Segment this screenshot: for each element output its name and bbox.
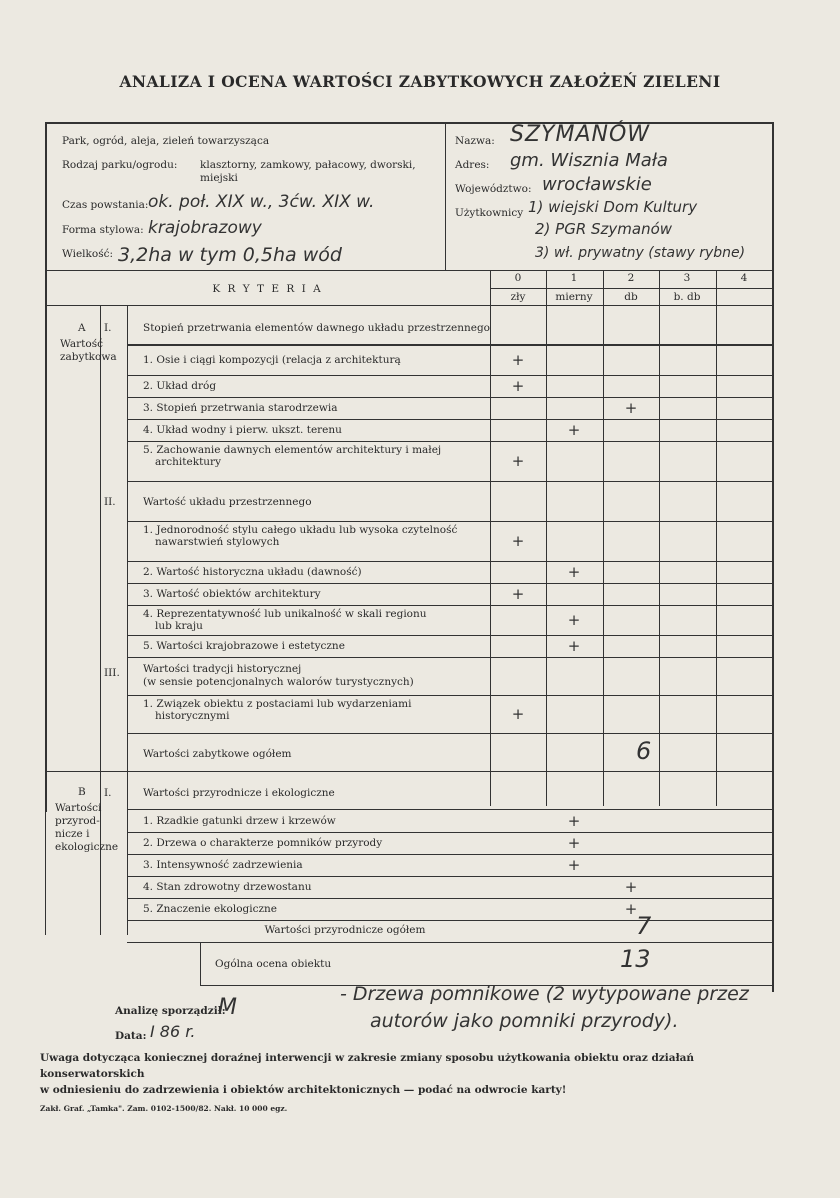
wielkosc-value: 3,2ha w tym 0,5ha wód [118,244,342,266]
rodzaj-options-2: miejski [200,172,238,184]
criterion-row [143,354,483,366]
warning-text [40,1050,800,1098]
uzytkownik-1: 1) wiejski Dom Kultury [528,198,698,216]
header-divider [445,122,446,270]
wielkosc-label: Wielkość: [62,248,114,260]
czas-label: Czas powstania: [62,199,149,211]
criterion-label: 2. Układ dróg [143,380,217,392]
frame-top [45,122,773,124]
rodzaj-label: Rodzaj parku/ogrodu: [62,159,178,171]
criterion-row [143,815,483,827]
rating-mark: + [511,532,525,550]
scale-name-2: db [624,291,638,303]
forma-value: krajobrazowy [148,218,262,238]
group-a2-num: II. [104,496,116,508]
frame-left [45,122,47,812]
section-b-total-label: Wartości przyrodnicze ogółem [264,924,426,936]
section-b-total-value: 7 [636,912,652,940]
section-b-name-4: ekologiczne [55,841,119,853]
criterion-label-cont: architektury [155,456,222,468]
adres-value: gm. Wisznia Mała [510,150,668,171]
section-a-letter: A [78,322,86,334]
scale-num-1: 1 [570,272,578,284]
date-label: Data: [115,1030,147,1042]
criterion-row [143,859,483,871]
criterion-row [143,380,483,392]
prepared-signature: M [218,995,237,1020]
criterion-row [143,640,483,652]
note-line-1: - Drzewa pomnikowe (2 wytypowane przez [340,983,749,1005]
scale-num-3: 3 [683,272,691,284]
criterion-label: 4. Układ wodny i pierw. ukszt. terenu [143,424,342,436]
group-a1-num: I. [104,322,112,334]
rating-mark: + [567,856,581,874]
rating-mark: + [624,878,638,896]
section-b-letter: B [78,786,86,798]
section-a-total-value: 6 [636,737,652,765]
adres-label: Adres: [455,159,490,171]
scale-name-3: b. db [673,291,701,303]
rating-mark: + [567,834,581,852]
form-title: ANALIZA I OCENA WARTOŚCI ZABYTKOWYCH ZAŁOŻEŃ ZIELENI [119,72,721,91]
group-b1-num: I. [104,787,112,799]
group-a1-title: Stopień przetrwania elementów dawnego układu przestrzennego [143,322,490,334]
rating-mark: + [567,637,581,655]
note-line-2: autorów jako pomniki przyrody). [370,1010,679,1032]
section-a-name-2: zabytkowa [60,351,117,363]
rating-mark: + [511,351,525,369]
rating-mark: + [624,900,638,918]
criterion-row [143,444,483,468]
scale-num-4: 4 [740,272,748,284]
criterion-row [143,566,483,578]
criterion-label-cont: lub kraju [155,620,203,632]
czas-value: ok. poł. XIX w., 3ćw. XIX w. [148,192,375,212]
criterion-label: 3. Stopień przetrwania starodrzewia [143,402,338,414]
scale-name-1: mierny [555,291,593,303]
criterion-label: 5. Znaczenie ekologiczne [143,903,278,915]
criterion-label: 1. Jednorodność stylu całego układu lub wysoka czytelność [143,524,458,536]
nazwa-label: Nazwa: [455,135,495,147]
criterion-row [143,903,483,915]
rating-mark: + [511,585,525,603]
criterion-row [143,424,483,436]
section-b-name-2: przyrod- [55,815,100,827]
criterion-row [143,402,483,414]
group-a3-title-2: (w sensie potencjonalnych walorów turystycznych) [143,676,414,688]
section-a-name-1: Wartość [60,338,103,350]
rating-mark: + [511,705,525,723]
rating-mark: + [567,563,581,581]
rating-mark: + [624,399,638,417]
uzytkownicy-label: Użytkownicy [455,207,524,219]
criterion-label-cont: historycznymi [155,710,230,722]
nazwa-value: SZYMANÓW [510,122,651,147]
criterion-label: 1. Osie i ciągi kompozycji (relacja z architekturą [143,354,401,366]
scale-name-0: zły [510,291,526,303]
type-label: Park, ogród, aleja, zieleń towarzysząca [62,135,270,147]
criterion-label-cont: nawarstwień stylowych [155,536,280,548]
criterion-label: 5. Wartości krajobrazowe i estetyczne [143,640,345,652]
rating-mark: + [511,452,525,470]
group-a3-num: III. [104,667,120,679]
section-b-name-1: Wartości [55,802,102,814]
wojewodztwo-label: Województwo: [455,183,532,195]
group-a3-title: Wartości tradycji historycznej [143,663,302,675]
criterion-label: 5. Zachowanie dawnych elementów architektury i małej [143,444,442,456]
printer-info: Zakł. Graf. „Tamka". Zam. 0102-1500/82. Nakł. 10 000 egz. [40,1104,288,1113]
uzytkownik-2: 2) PGR Szymanów [535,220,673,238]
criterion-label: 1. Rzadkie gatunki drzew i krzewów [143,814,336,827]
criterion-row [143,837,483,849]
overall-value: 13 [620,945,651,973]
wojewodztwo-value: wrocławskie [542,174,652,195]
warning-line-2: w odniesieniu do zadrzewienia i obiektów architektonicznych — podać na odwrocie karty! [40,1084,567,1096]
group-b1-title: Wartości przyrodnicze i ekologiczne [143,787,335,799]
scale-num-0: 0 [514,272,522,284]
warning-line-1: Uwaga dotycząca koniecznej doraźnej interwencji w zakresie zmiany sposobu użytkowania obiektu oraz działań konserwatorskich [40,1052,695,1080]
criterion-row [143,588,483,600]
criterion-label: 3. Wartość obiektów architektury [143,588,321,600]
overall-label: Ogólna ocena obiektu [215,958,332,970]
criterion-label: 4. Stan zdrowotny drzewostanu [143,881,312,893]
uzytkownik-3: 3) wł. prywatny (stawy rybne) [535,245,746,261]
section-b-name-3: nicze i [55,828,90,840]
criterion-row [143,608,483,632]
group-a2-title: Wartość układu przestrzennego [143,496,312,508]
criterion-label: 1. Związek obiektu z postaciami lub wydarzeniami [143,698,412,710]
criterion-label: 4. Reprezentatywność lub unikalność w skali regionu [143,608,427,620]
criterion-row [143,698,483,722]
rating-mark: + [511,377,525,395]
forma-label: Forma stylowa: [62,224,144,236]
criterion-label: 2. Wartość historyczna układu (dawność) [143,566,362,578]
date-value: I 86 r. [150,1022,196,1041]
scale-num-2: 2 [627,272,635,284]
rating-mark: + [567,811,581,830]
criterion-row [143,881,483,893]
criterion-label: 2. Drzewa o charakterze pomników przyrody [143,837,383,849]
rating-mark: + [567,421,581,439]
rodzaj-options: klasztorny, zamkowy, pałacowy, dworski, [200,159,416,171]
prepared-label: Analizę sporządził: [115,1005,226,1017]
criterion-row [143,524,483,548]
rating-mark: + [567,611,581,629]
section-a-total-label: Wartości zabytkowe ogółem [143,748,292,760]
kryteria-label: K R Y T E R I A [212,283,323,295]
frame-right [772,122,774,992]
criterion-label: 3. Intensywność zadrzewienia [143,859,303,871]
